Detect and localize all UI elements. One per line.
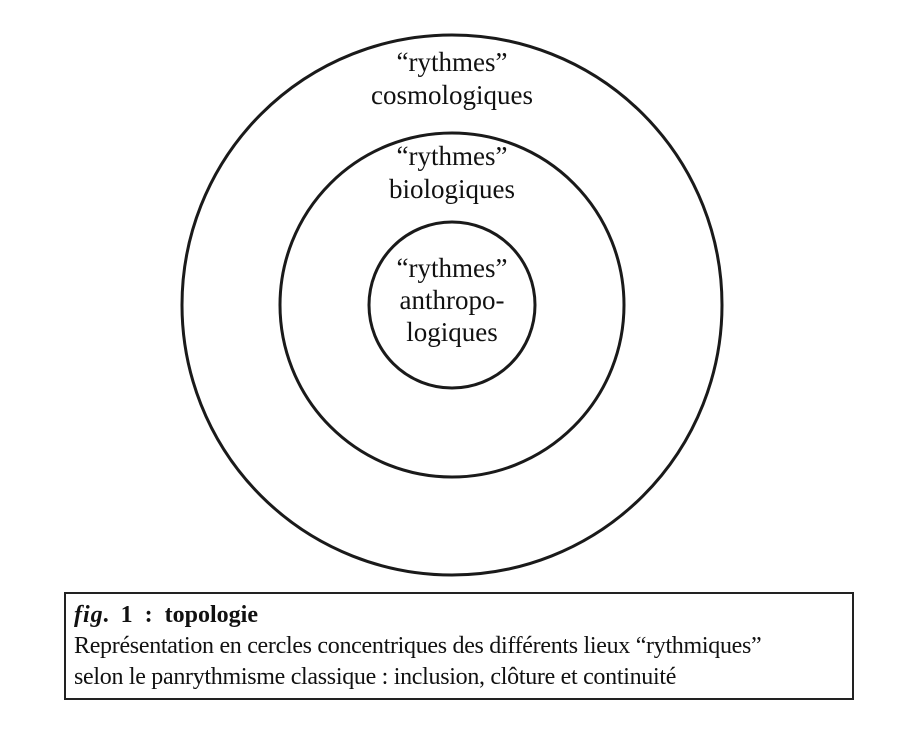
figure-heading xyxy=(74,600,844,631)
figure-title: topologie xyxy=(164,602,258,628)
figure-caption-box xyxy=(64,592,854,700)
caption-text-line2: selon le panrythmisme classique : inclusion, clôture et continuité xyxy=(74,664,677,690)
inner-ring-label-line2: anthropo- xyxy=(399,285,505,315)
inner-ring-label-line3: logiques xyxy=(406,317,498,347)
outer-ring-label-line2: cosmologiques xyxy=(371,80,533,110)
middle-ring-label-line1: “rythmes” xyxy=(396,141,508,171)
figure-separator: : xyxy=(144,602,153,628)
middle-ring-label-line2: biologiques xyxy=(389,174,515,204)
outer-ring-label-line1: “rythmes” xyxy=(396,47,508,77)
figure-label: fig. xyxy=(74,602,111,628)
caption-text-line1: Représentation en cercles concentriques des différents lieux “rythmiques” xyxy=(74,633,762,659)
figure-number: 1 xyxy=(120,602,133,628)
inner-ring-label-line1: “rythmes” xyxy=(396,253,508,283)
